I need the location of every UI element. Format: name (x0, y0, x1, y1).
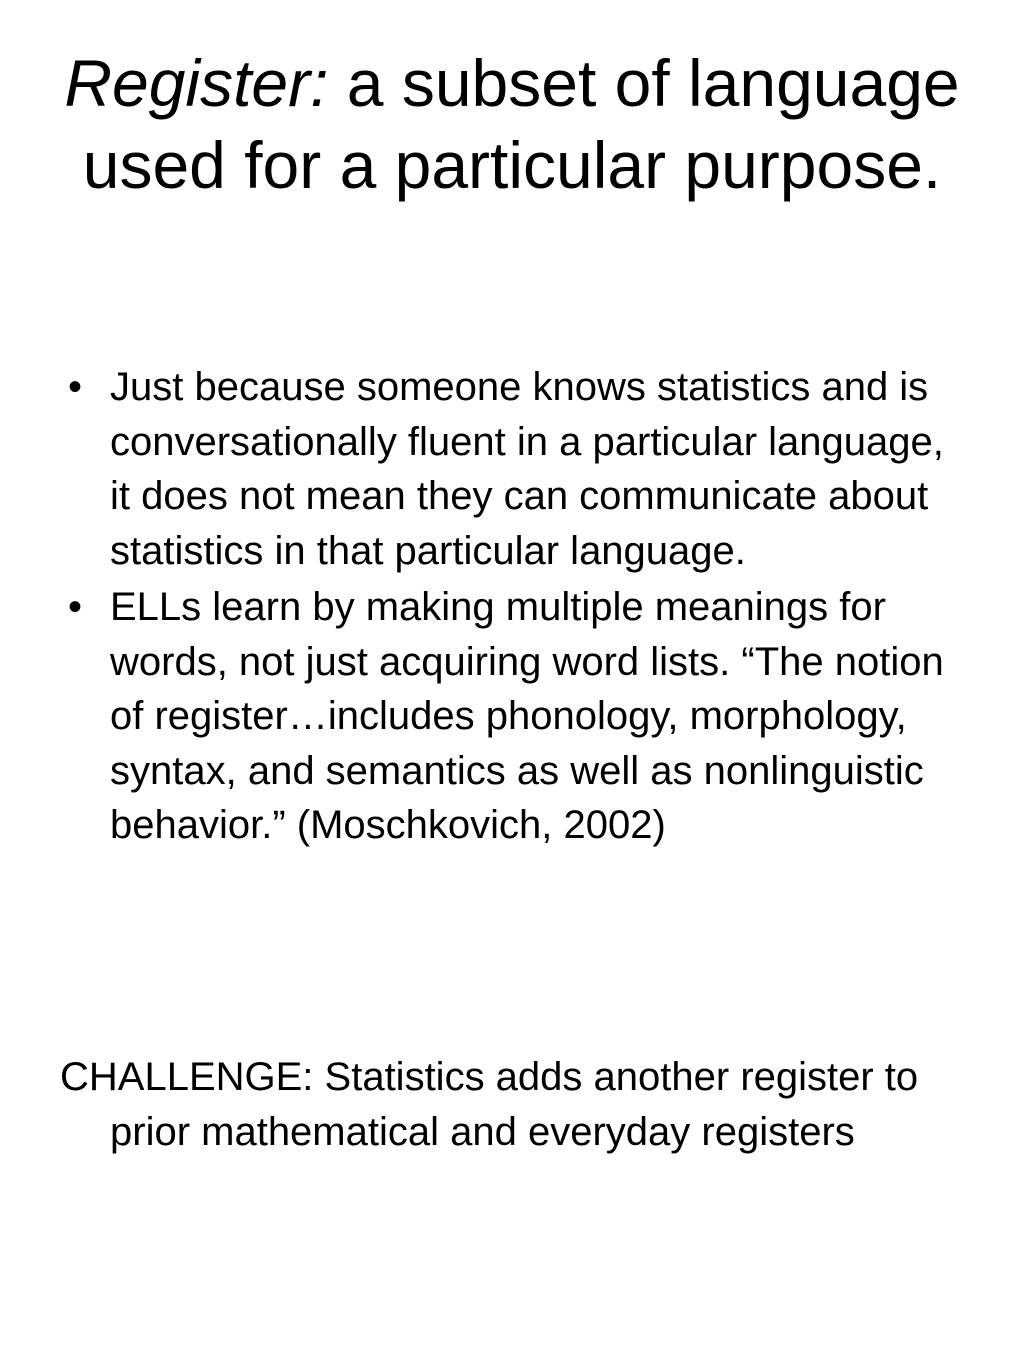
bullet-item (60, 580, 960, 853)
bullet-list (60, 360, 960, 855)
bullet-text: Just because someone knows statistics and is conversationally fluent in a particular language, it does not mean they can communicate about statistics in that particular language. (110, 365, 944, 573)
title-term: Register: (64, 46, 329, 120)
title-definition: a subset of language used for a particular purpose. (82, 46, 960, 202)
challenge-text: CHALLENGE: Statistics adds another register to prior mathematical and everyday registers (60, 1055, 919, 1154)
bullet-icon: • (67, 585, 82, 629)
bullet-icon: • (67, 365, 82, 409)
slide-title (60, 42, 964, 206)
bullet-text: ELLs learn by making multiple meanings for words, not just acquiring word lists. “The notion of register…includes phonology, morphology, syntax, and semantics as well as nonlinguistic behavior.” (Moschkovich, 2002) (110, 585, 944, 847)
bullet-item (60, 360, 960, 578)
